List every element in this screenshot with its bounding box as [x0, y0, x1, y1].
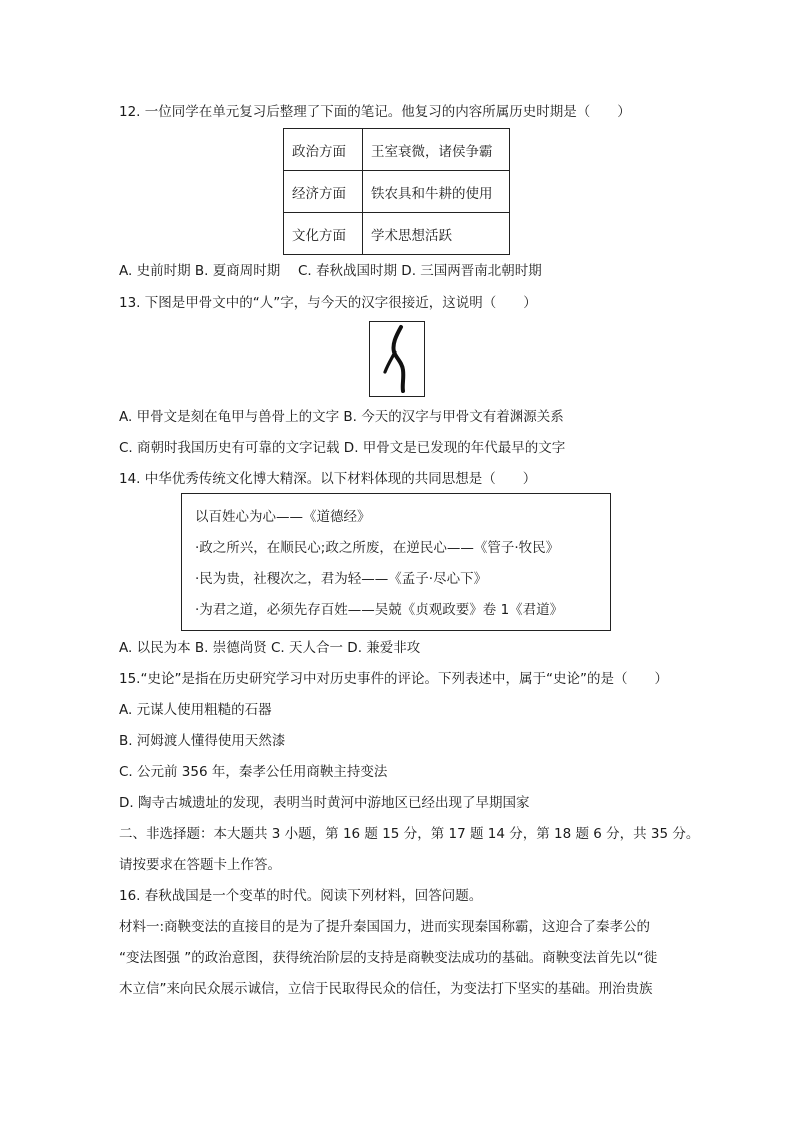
table-row	[284, 213, 510, 255]
table-cell-note: 铁农具和牛耕的使用	[363, 171, 510, 213]
q15-option-a: A. 元谋人使用粗糙的石器	[119, 702, 272, 718]
q16-material-line: 材料一:商鞅变法的直接目的是为了提升秦国国力，进而实现秦国称霸，这迎合了秦孝公的	[119, 919, 651, 935]
q12-stem: 12. 一位同学在单元复习后整理了下面的笔记。他复习的内容所属历史时期是（ ）	[119, 104, 631, 120]
quote-line: ·民为贵，社稷次之，君为轻——《孟子·尽心下》	[195, 571, 488, 587]
oracle-bone-ren-glyph-icon	[370, 322, 424, 396]
q12-options: A. 史前时期 B. 夏商周时期 C. 春秋战国时期 D. 三国两晋南北朝时期	[119, 263, 542, 279]
q16-material-line: “变法图强 ”的政治意图，获得统治阶层的支持是商鞅变法成功的基础。商鞅变法首先以“徙	[119, 950, 658, 966]
section2-instruction: 请按要求在答题卡上作答。	[119, 857, 281, 873]
table-row	[284, 129, 510, 171]
table-row	[284, 171, 510, 213]
table-cell-aspect: 经济方面	[284, 171, 363, 213]
q15-option-b: B. 河姆渡人懂得使用天然漆	[119, 733, 286, 749]
q15-stem: 15.“史论”是指在历史研究学习中对历史事件的评论。下列表述中，属于“史论”的是（ ）	[119, 671, 668, 687]
quote-line: ·政之所兴，在顺民心;政之所废，在逆民心——《管子·牧民》	[195, 540, 560, 556]
q16-material-line: 木立信”来向民众展示诚信，立信于民取得民众的信任，为变法打下坚实的基础。刑治贵族	[119, 981, 653, 997]
table-cell-aspect: 政治方面	[284, 129, 363, 171]
q13-stem: 13. 下图是甲骨文中的“人”字，与今天的汉字很接近，这说明（ ）	[119, 295, 537, 311]
q14-stem: 14. 中华优秀传统文化博大精深。以下材料体现的共同思想是（ ）	[119, 471, 537, 487]
oracle-bone-ren-figure	[369, 321, 425, 397]
q14-quote-box	[181, 493, 611, 631]
q15-option-c: C. 公元前 356 年，秦孝公任用商鞅主持变法	[119, 764, 388, 780]
section2-heading: 二、非选择题：本大题共 3 小题，第 16 题 15 分，第 17 题 14 分，第 18 题 6 分，共 35 分。	[119, 826, 700, 842]
q13-options-ab: A. 甲骨文是刻在龟甲与兽骨上的文字 B. 今天的汉字与甲骨文有着渊源关系	[119, 409, 564, 425]
quote-line: ·为君之道，必须先存百姓——吴兢《贞观政要》卷 1《君道》	[195, 602, 564, 618]
q12-notes-table	[283, 128, 510, 255]
table-cell-note: 学术思想活跃	[363, 213, 510, 255]
q14-options: A. 以民为本 B. 崇德尚贤 C. 天人合一 D. 兼爱非攻	[119, 640, 421, 656]
q13-options-cd: C. 商朝时我国历史有可靠的文字记载 D. 甲骨文是已发现的年代最早的文字	[119, 440, 566, 456]
q16-stem: 16. 春秋战国是一个变革的时代。阅读下列材料，回答问题。	[119, 888, 483, 904]
q15-option-d: D. 陶寺古城遗址的发现，表明当时黄河中游地区已经出现了早期国家	[119, 795, 530, 811]
table-cell-note: 王室衰微，诸侯争霸	[363, 129, 510, 171]
quote-line: 以百姓心为心——《道德经》	[195, 509, 371, 525]
table-cell-aspect: 文化方面	[284, 213, 363, 255]
